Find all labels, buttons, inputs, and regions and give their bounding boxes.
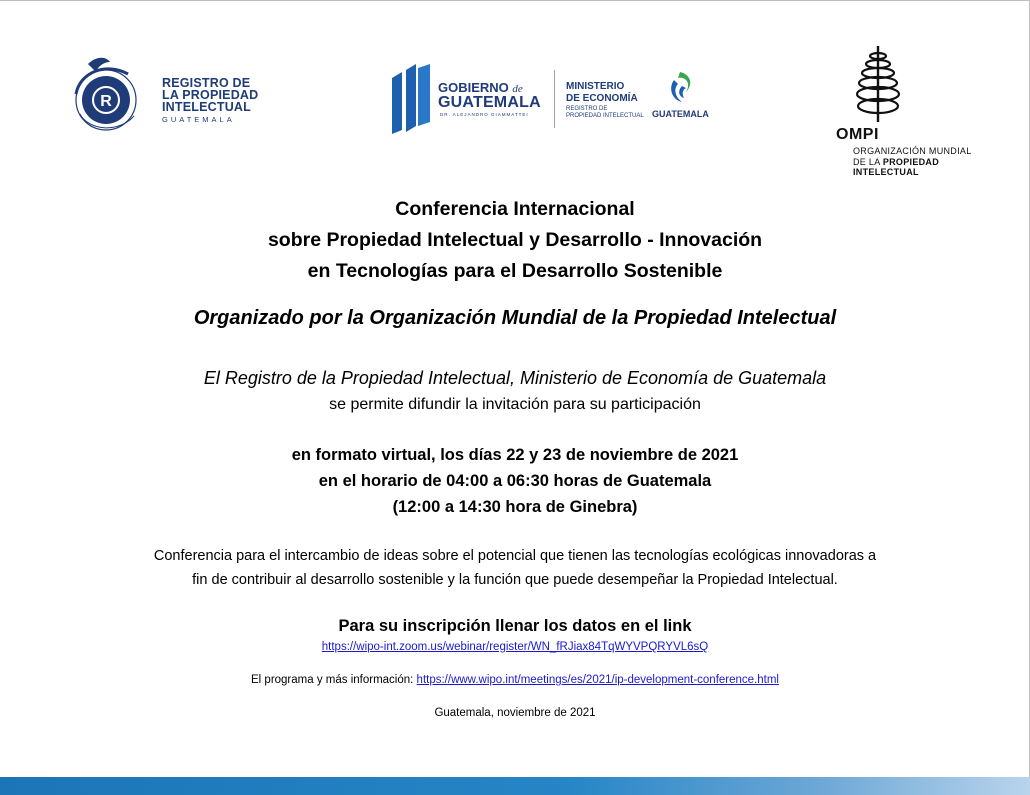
rpi-line-3: INTELECTUAL xyxy=(162,100,251,114)
gobierno-line-2: GUATEMALA xyxy=(438,94,541,111)
registration-link[interactable]: https://wipo-int.zoom.us/webinar/register/WN_fRJiax84TqWYVPQRYVL6sQ xyxy=(321,641,709,653)
rpi-emblem-icon xyxy=(66,54,152,138)
rpi-mark-letter: R xyxy=(100,93,112,110)
ompi-name: OMPI xyxy=(836,126,879,143)
inviter-line: El Registro de la Propiedad Intelectual, Ministerio de Economía de Guatemala xyxy=(203,368,827,388)
gobierno-line-1: GOBIERNO de xyxy=(438,80,523,95)
ompi-emblem-icon xyxy=(848,44,908,124)
city-date: Guatemala, noviembre de 2021 xyxy=(434,707,596,719)
schedule-hours-guatemala: en el horario de 04:00 a 06:30 horas de Guatemala xyxy=(318,472,712,490)
title-line-2: sobre Propiedad Intelectual y Desarrollo - Innovación xyxy=(267,229,763,251)
organizer-line: Organizado por la Organización Mundial de la Propiedad Intelectual xyxy=(193,307,837,329)
registration-heading: Para su inscripción llenar los datos en el link xyxy=(338,617,692,635)
title-line-1: Conferencia Internacional xyxy=(395,198,635,220)
gobierno-line-3: DR. ALEJANDRO GIAMMATTEI xyxy=(440,112,529,117)
title-line-3: en Tecnologías para el Desarrollo Sostenible xyxy=(307,260,723,282)
rpi-logo xyxy=(66,54,266,138)
registration-link-row xyxy=(0,641,1030,653)
rpi-logo-subtitle: GUATEMALA xyxy=(162,115,235,124)
rpi-line-1: REGISTRO DE xyxy=(162,76,251,90)
gobierno-ministerio-logo xyxy=(390,64,720,136)
bicentenario-emblem-icon xyxy=(660,68,700,108)
ministerio-title: MINISTERIO DE ECONOMÍA xyxy=(566,81,638,104)
bicentenario-label: GUATEMALA xyxy=(652,109,709,119)
ompi-subtitle: ORGANIZACIÓN MUNDIAL DE LA PROPIEDAD INTELECTUAL xyxy=(853,146,972,177)
program-label: El programa y más información: xyxy=(251,674,417,686)
page-border-top xyxy=(0,0,1030,1)
description-line-1: Conferencia para el intercambio de ideas sobre el potencial que tienen las tecnologías ecológicas innovadoras a xyxy=(153,548,877,564)
conference-title xyxy=(0,194,1030,287)
gobierno-flag-icon xyxy=(390,64,432,134)
description-paragraph xyxy=(0,544,1030,592)
description-line-2: fin de contribuir al desarrollo sostenible y la función que puede desempeñar la Propiedad Intelectual. xyxy=(192,572,838,588)
rpi-line-2: LA PROPIEDAD xyxy=(162,88,259,102)
schedule-dates: en formato virtual, los días 22 y 23 de noviembre de 2021 xyxy=(291,446,739,464)
program-info-row xyxy=(0,674,1030,686)
logo-divider xyxy=(554,70,555,128)
rpi-logo-text xyxy=(162,77,258,113)
schedule-hours-geneva: (12:00 a 14:30 hora de Ginebra) xyxy=(392,498,638,516)
ministerio-subtitle: REGISTRO DE PROPIEDAD INTELECTUAL xyxy=(566,106,644,119)
ompi-logo xyxy=(836,44,996,184)
schedule-block xyxy=(0,442,1030,520)
footer-color-bar xyxy=(0,777,1030,795)
program-link[interactable]: https://www.wipo.int/meetings/es/2021/ip-development-conference.html xyxy=(416,674,779,686)
invitation-line: se permite difundir la invitación para su participación xyxy=(329,396,701,413)
